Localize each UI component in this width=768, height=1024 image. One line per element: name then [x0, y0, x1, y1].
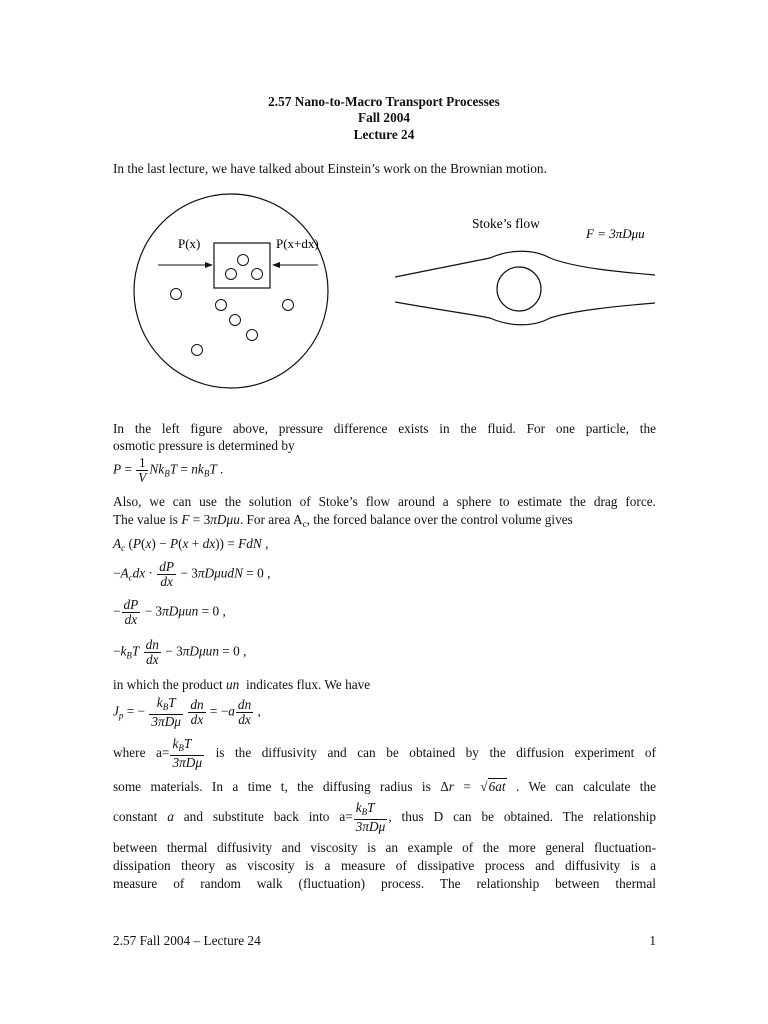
- sphere: [497, 267, 541, 311]
- diffusing-radius-line: some materials. In a time t, the diffusing radius is Δr = √6at . We can calculate the: [113, 779, 656, 794]
- paragraph-1-line-1: In the left figure above, pressure difference exists in the fluid. For one particle, the: [113, 421, 656, 436]
- particle: [226, 269, 237, 280]
- closing-line-3: measure of random walk (fluctuation) process. The relationship between thermal: [113, 876, 656, 891]
- particle: [216, 300, 227, 311]
- lecture-title: Lecture 24: [353, 127, 415, 142]
- term-title: Fall 2004: [357, 110, 411, 125]
- fluid-domain-circle: [134, 194, 328, 388]
- particle: [252, 269, 263, 280]
- paragraph-1-line-2: osmotic pressure is determined by: [113, 438, 295, 453]
- paragraph-2-line-2: The value is F = 3πDμu. For area $A_c$, the forced balance over the control volume gives: [113, 512, 573, 529]
- particle: [283, 300, 294, 311]
- particle: [192, 345, 203, 356]
- closing-line-1: between thermal diffusivity and viscosity is an example of the more general fluctuation-: [113, 840, 656, 855]
- paragraph-2-line-1: Also, we can use the solution of Stoke’s flow around a sphere to estimate the drag force.: [113, 494, 656, 509]
- particle: [238, 255, 249, 266]
- stokes-flow-title: Stoke’s flow: [472, 216, 540, 231]
- stokes-formula: F = 3πDμu: [586, 226, 645, 241]
- equation-force-balance: $A_c$ (P(x) − P(x + dx)) = FdN ,: [113, 536, 269, 553]
- closing-line-2: dissipation theory as viscosity is a measure of dissipative process and diffusivity is a: [113, 858, 656, 873]
- page-number: 1: [649, 933, 656, 948]
- course-title: 2.57 Nano-to-Macro Transport Processes: [268, 94, 500, 109]
- equation-osmotic-pressure: P = $\frac{1}{V}$ $Nk_BT = nk_BT$ .: [113, 455, 224, 485]
- particle: [230, 315, 241, 326]
- label-p-x-dx: P(x+dx): [276, 236, 319, 251]
- brownian-figure: [0, 0, 768, 420]
- streamline-top: [395, 251, 655, 277]
- streamline-bottom: [395, 302, 655, 325]
- constant-line: constant a and substitute back into a= $\frac{k_BT}{\text{3πDμ}}$ , thus D can be obtained. The relationship: [113, 800, 657, 835]
- footer-text: 2.57 Fall 2004 – Lecture 24: [113, 933, 261, 948]
- flux-sentence: in which the product un indicates flux. We have: [113, 677, 371, 692]
- label-p-x: P(x): [178, 236, 201, 251]
- equation-3: − $\frac{dP}{dx}$ − 3πDμun = 0 ,: [113, 597, 226, 627]
- equation-4: $-k_BT$ $\frac{dn}{dx}$ − 3πDμun = 0 ,: [113, 637, 247, 667]
- equation-2: $-A_cdx$ · $\frac{dP}{dx}$ − 3πDμudN = 0 ,: [113, 559, 271, 589]
- particle: [171, 289, 182, 300]
- diffusivity-line: where a= $\frac{k_BT}{\text{3πDμ}}$ is the diffusivity and can be obtained by the diffusion experiment of: [113, 736, 656, 771]
- arrowhead-right: [272, 262, 280, 268]
- intro-paragraph: In the last lecture, we have talked about Einstein’s work on the Brownian motion.: [113, 161, 547, 176]
- particle: [247, 330, 258, 341]
- arrowhead-left: [205, 262, 213, 268]
- equation-flux: $J_p$ = − $\frac{k_BT}{\text{3πDμ}}$ $\frac{dn}{dx}$ = −a $\frac{dn}{dx}$ ,: [113, 695, 261, 729]
